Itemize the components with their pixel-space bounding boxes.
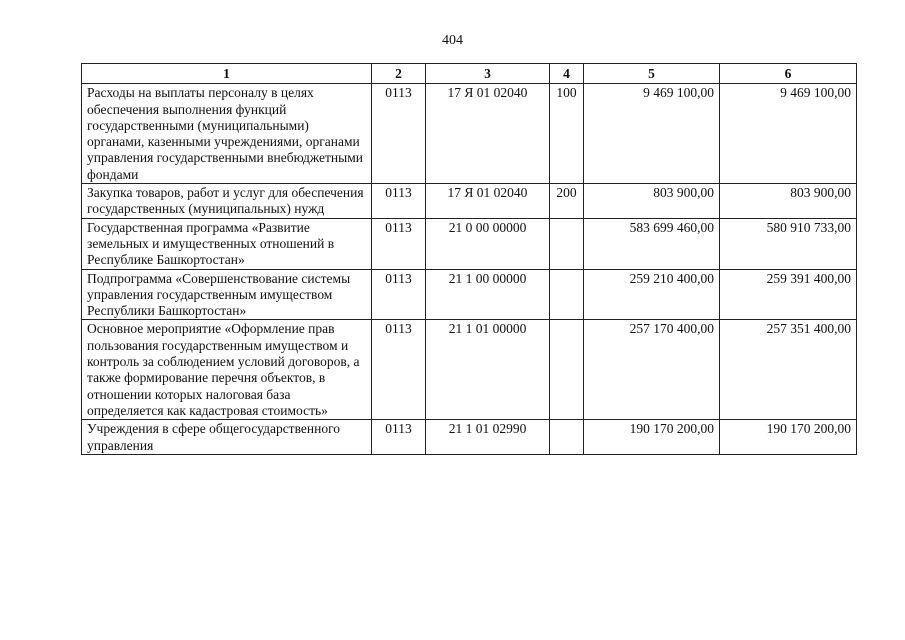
target-code-cell: 17 Я 01 02040 <box>426 184 550 219</box>
target-code-cell: 21 1 01 00000 <box>426 320 550 420</box>
table-row <box>82 184 857 219</box>
row-name-cell: Основное мероприятие «Оформление прав пользования государственным имуществом и контроль за соблюдением условий договоров, а также формирование перечня объектов, в отношении которых налоговая база определяется как кадастровая стоимость» <box>82 320 372 420</box>
amount-2-cell: 257 351 400,00 <box>720 320 857 420</box>
expense-type-cell <box>550 218 584 269</box>
section-code-cell: 0113 <box>372 320 426 420</box>
row-name-cell: Закупка товаров, работ и услуг для обеспечения государственных (муниципальных) нужд <box>82 184 372 219</box>
expense-type-cell <box>550 269 584 320</box>
table-row <box>82 320 857 420</box>
target-code-cell: 21 1 01 02990 <box>426 420 550 455</box>
row-name-cell: Государственная программа «Развитие земельных и имущественных отношений в Республике Башкортостан» <box>82 218 372 269</box>
expense-type-cell: 200 <box>550 184 584 219</box>
amount-2-cell: 190 170 200,00 <box>720 420 857 455</box>
target-code-cell: 17 Я 01 02040 <box>426 84 550 184</box>
amount-2-cell: 259 391 400,00 <box>720 269 857 320</box>
column-header: 6 <box>720 64 857 84</box>
section-code-cell: 0113 <box>372 420 426 455</box>
section-code-cell: 0113 <box>372 84 426 184</box>
section-code-cell: 0113 <box>372 184 426 219</box>
column-header: 1 <box>82 64 372 84</box>
table-row <box>82 420 857 455</box>
section-code-cell: 0113 <box>372 218 426 269</box>
amount-1-cell: 9 469 100,00 <box>584 84 720 184</box>
amount-1-cell: 190 170 200,00 <box>584 420 720 455</box>
page-number: 404 <box>442 33 463 48</box>
column-header: 4 <box>550 64 584 84</box>
row-name-cell: Учреждения в сфере общегосударственного управления <box>82 420 372 455</box>
expense-type-cell <box>550 420 584 455</box>
section-code-cell: 0113 <box>372 269 426 320</box>
target-code-cell: 21 1 00 00000 <box>426 269 550 320</box>
target-code-cell: 21 0 00 00000 <box>426 218 550 269</box>
table-row <box>82 269 857 320</box>
column-header: 2 <box>372 64 426 84</box>
amount-2-cell: 9 469 100,00 <box>720 84 857 184</box>
column-header: 5 <box>584 64 720 84</box>
amount-2-cell: 803 900,00 <box>720 184 857 219</box>
amount-2-cell: 580 910 733,00 <box>720 218 857 269</box>
table-header-row <box>82 64 857 84</box>
row-name-cell: Подпрограмма «Совершенствование системы управления государственным имуществом Республики Башкортостан» <box>82 269 372 320</box>
expense-type-cell: 100 <box>550 84 584 184</box>
column-header: 3 <box>426 64 550 84</box>
expense-type-cell <box>550 320 584 420</box>
budget-table <box>81 63 857 455</box>
amount-1-cell: 583 699 460,00 <box>584 218 720 269</box>
table-row <box>82 218 857 269</box>
row-name-cell: Расходы на выплаты персоналу в целях обеспечения выполнения функций государственными (муниципальными) органами, казенными учреждениями, органами управления государственными внебюджетными фондами <box>82 84 372 184</box>
amount-1-cell: 257 170 400,00 <box>584 320 720 420</box>
table-row <box>82 84 857 184</box>
amount-1-cell: 259 210 400,00 <box>584 269 720 320</box>
amount-1-cell: 803 900,00 <box>584 184 720 219</box>
